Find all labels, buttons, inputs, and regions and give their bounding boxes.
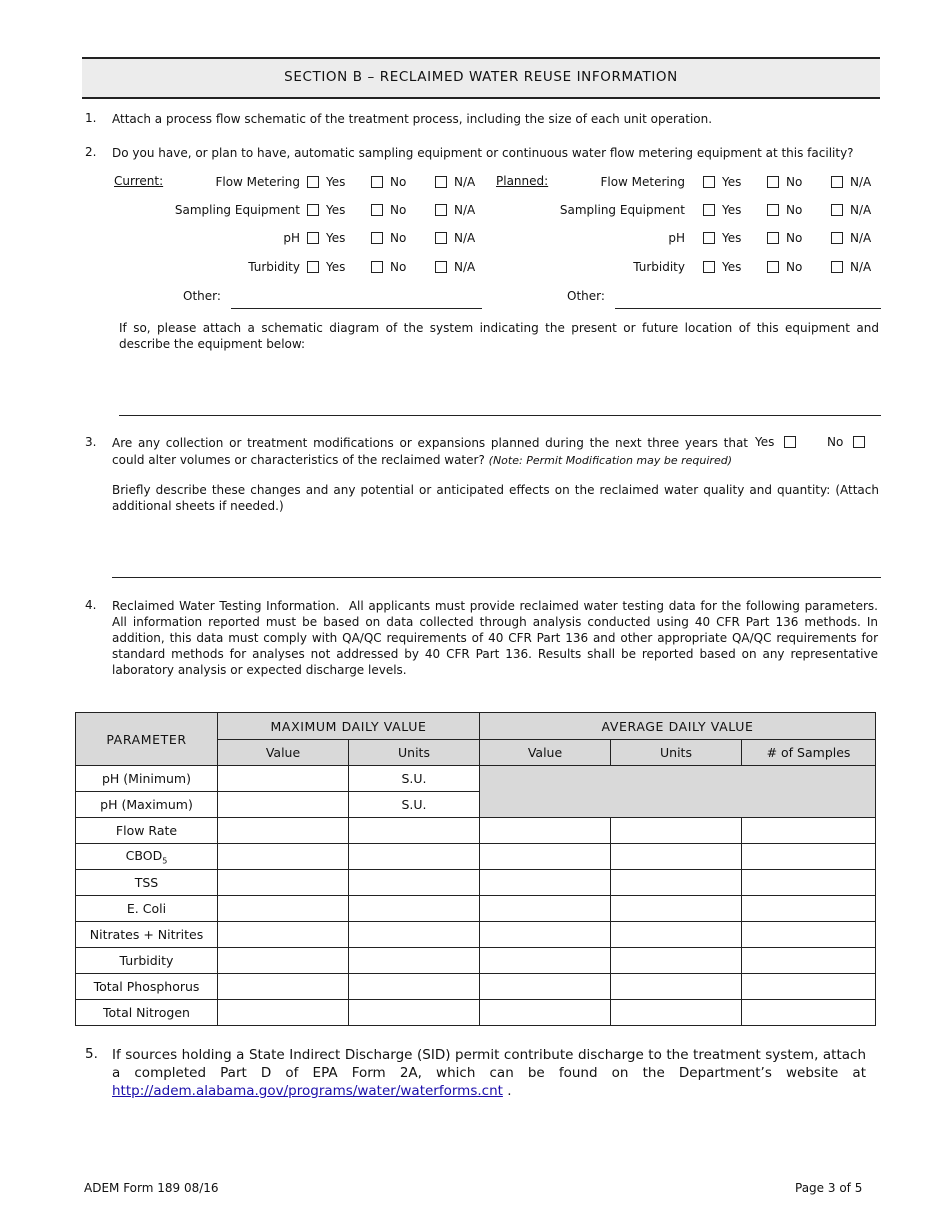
input-cell[interactable] <box>218 922 349 948</box>
checkbox-label: Yes <box>326 231 346 245</box>
checkbox-label: Yes <box>722 203 742 217</box>
checkbox[interactable] <box>371 204 383 216</box>
q5-number: 5. <box>85 1046 98 1062</box>
checkbox-label: N/A <box>454 231 476 245</box>
q3-yes-option[interactable] <box>755 435 796 449</box>
current-flow-metering-label: Flow Metering <box>215 175 300 189</box>
input-cell[interactable] <box>349 922 480 948</box>
param-tss: TSS <box>76 870 218 896</box>
checkbox-label: Yes <box>722 231 742 245</box>
input-cell[interactable] <box>611 922 742 948</box>
checkbox[interactable] <box>831 204 843 216</box>
current-ph-na-option[interactable] <box>435 231 475 245</box>
input-cell[interactable] <box>742 922 876 948</box>
checkbox[interactable] <box>831 232 843 244</box>
q3-note: (Note: Permit Modification may be required) <box>488 454 732 467</box>
q4-paragraph <box>112 598 878 678</box>
current-other-field[interactable] <box>231 308 482 309</box>
checkbox-label: N/A <box>454 260 476 274</box>
q3-yes-checkbox[interactable] <box>784 436 796 448</box>
input-cell[interactable] <box>480 974 611 1000</box>
checkbox[interactable] <box>435 176 447 188</box>
input-cell[interactable] <box>349 974 480 1000</box>
input-cell[interactable] <box>742 948 876 974</box>
param-nitrates-nitrites: Nitrates + Nitrites <box>76 922 218 948</box>
input-cell[interactable] <box>742 974 876 1000</box>
q1-number: 1. <box>85 111 97 125</box>
table-row <box>76 922 876 948</box>
max-value-header: Value <box>218 740 349 766</box>
planned-sampling-equipment-no-option[interactable] <box>767 203 802 217</box>
checkbox[interactable] <box>307 204 319 216</box>
checkbox-label: N/A <box>454 175 476 189</box>
q2-followup: If so, please attach a schematic diagram of the system indicating the present or future location of this equipment and describe the equipment below: <box>119 321 879 351</box>
q2-description-field[interactable] <box>119 415 881 416</box>
q3-no-checkbox[interactable] <box>853 436 865 448</box>
input-cell[interactable] <box>611 948 742 974</box>
max-units-header: Units <box>349 740 480 766</box>
input-cell[interactable] <box>742 844 876 870</box>
units-su: S.U. <box>349 766 480 792</box>
forms-link[interactable]: http://adem.alabama.gov/programs/water/waterforms.cnt <box>112 1083 503 1099</box>
input-cell[interactable] <box>742 896 876 922</box>
checkbox-label: No <box>786 231 803 245</box>
checkbox-label: No <box>786 203 803 217</box>
q5-text: If sources holding a State Indirect Discharge (SID) permit contribute discharge to the treatment system, attach a completed Part D of EPA Form 2A, which can be found on the Department’s website at <box>112 1047 866 1081</box>
planned-sampling-equipment-yes-option[interactable] <box>703 203 741 217</box>
cbod-subscript: 5 <box>162 856 168 866</box>
input-cell[interactable] <box>480 922 611 948</box>
q3-line2-text: could alter volumes or characteristics of the reclaimed water? <box>112 453 485 467</box>
input-cell[interactable] <box>218 870 349 896</box>
form-number: ADEM Form 189 08/16 <box>84 1181 219 1195</box>
input-cell[interactable] <box>480 948 611 974</box>
input-cell[interactable] <box>480 1000 611 1026</box>
current-sampling-equipment-no-option[interactable] <box>371 203 406 217</box>
input-cell[interactable] <box>480 870 611 896</box>
checkbox[interactable] <box>435 232 447 244</box>
q3-no-option[interactable] <box>827 435 865 449</box>
checkbox[interactable] <box>831 261 843 273</box>
param-total-nitrogen: Total Nitrogen <box>76 1000 218 1026</box>
param-total-phosphorus: Total Phosphorus <box>76 974 218 1000</box>
max-daily-header: MAXIMUM DAILY VALUE <box>218 713 480 740</box>
table-row <box>76 766 876 792</box>
current-sampling-equipment-label: Sampling Equipment <box>174 203 300 217</box>
q2-number: 2. <box>85 145 97 159</box>
input-cell[interactable] <box>218 818 349 844</box>
checkbox[interactable] <box>307 261 319 273</box>
input-cell[interactable] <box>611 974 742 1000</box>
q4-lead: Reclaimed Water Testing Information. <box>112 599 340 613</box>
checkbox[interactable] <box>767 176 779 188</box>
input-cell[interactable] <box>611 818 742 844</box>
input-cell[interactable] <box>349 844 480 870</box>
units-su: S.U. <box>349 792 480 818</box>
input-cell[interactable] <box>742 870 876 896</box>
q4-text: All applicants must provide reclaimed water testing data for the following parameters. All information reported must be based on data collected through analysis conducted using 40 CFR Part 136 methods. In addition, this data must comply with QA/QC requirements of 40 CFR Part 136 and other appropriate QA/QC requirements for standard methods for analyses not addressed by 40 CFR Part 136. Results shall be reported based on any representative laboratory analysis or expected discharge levels. <box>112 599 878 677</box>
planned-ph-no-option[interactable] <box>767 231 802 245</box>
input-cell[interactable] <box>218 1000 349 1026</box>
input-cell[interactable] <box>349 948 480 974</box>
q3-describe: Briefly describe these changes and any potential or anticipated effects on the reclaimed water quality and quantity: (Attach additional sheets if needed.) <box>112 483 879 513</box>
checkbox-label: No <box>786 175 803 189</box>
current-label: Current: <box>114 174 164 188</box>
planned-turbidity-yes-option[interactable] <box>703 260 741 274</box>
planned-sampling-equipment-label: Sampling Equipment <box>559 203 685 217</box>
current-flow-metering-na-option[interactable] <box>435 175 475 189</box>
input-cell[interactable] <box>611 844 742 870</box>
checkbox[interactable] <box>831 176 843 188</box>
param-e-coli: E. Coli <box>76 896 218 922</box>
input-cell[interactable] <box>218 948 349 974</box>
planned-ph-yes-option[interactable] <box>703 231 741 245</box>
table-row <box>76 844 876 870</box>
input-cell[interactable] <box>742 818 876 844</box>
input-cell[interactable] <box>611 896 742 922</box>
checkbox-label: No <box>390 175 407 189</box>
input-cell[interactable] <box>218 792 349 818</box>
checkbox[interactable] <box>767 261 779 273</box>
table-row <box>76 948 876 974</box>
checkbox-label: N/A <box>850 203 872 217</box>
checkbox[interactable] <box>371 232 383 244</box>
checkbox[interactable] <box>767 232 779 244</box>
checkbox-label: Yes <box>326 175 346 189</box>
input-cell[interactable] <box>218 844 349 870</box>
checkbox-label: N/A <box>850 231 872 245</box>
checkbox-label: Yes <box>722 175 742 189</box>
planned-label: Planned: <box>496 174 549 188</box>
current-turbidity-na-option[interactable] <box>435 260 475 274</box>
current-flow-metering-yes-option[interactable] <box>307 175 345 189</box>
checkbox[interactable] <box>307 232 319 244</box>
current-other-label: Other: <box>183 289 221 303</box>
checkbox-label: No <box>390 231 407 245</box>
checkbox-label: No <box>390 260 407 274</box>
avg-daily-header: AVERAGE DAILY VALUE <box>480 713 876 740</box>
section-title: SECTION B – RECLAIMED WATER REUSE INFORMATION <box>82 57 880 99</box>
testing-parameters-table <box>75 712 876 1026</box>
planned-turbidity-no-option[interactable] <box>767 260 802 274</box>
planned-sampling-equipment-na-option[interactable] <box>831 203 871 217</box>
q3-line2 <box>112 452 812 469</box>
avg-units-header: Units <box>611 740 742 766</box>
q3-number: 3. <box>85 435 97 449</box>
param-ph-max: pH (Maximum) <box>76 792 218 818</box>
current-turbidity-no-option[interactable] <box>371 260 406 274</box>
current-ph-no-option[interactable] <box>371 231 406 245</box>
planned-other-label: Other: <box>567 289 605 303</box>
param-flow-rate: Flow Rate <box>76 818 218 844</box>
checkbox[interactable] <box>703 232 715 244</box>
current-turbidity-label: Turbidity <box>248 260 300 274</box>
current-sampling-equipment-yes-option[interactable] <box>307 203 345 217</box>
current-ph-label: pH <box>283 231 300 245</box>
table-row <box>76 1000 876 1026</box>
input-cell[interactable] <box>218 766 349 792</box>
planned-other-field[interactable] <box>615 308 881 309</box>
checkbox-label: N/A <box>850 175 872 189</box>
checkbox[interactable] <box>435 261 447 273</box>
q3-yes-label: Yes <box>755 435 775 449</box>
planned-flow-metering-na-option[interactable] <box>831 175 871 189</box>
checkbox-label: No <box>390 203 407 217</box>
checkbox-label: Yes <box>326 203 346 217</box>
current-turbidity-yes-option[interactable] <box>307 260 345 274</box>
checkbox[interactable] <box>435 204 447 216</box>
param-ph-min: pH (Minimum) <box>76 766 218 792</box>
input-cell[interactable] <box>218 896 349 922</box>
checkbox-label: Yes <box>326 260 346 274</box>
q4-number: 4. <box>85 598 97 612</box>
checkbox-label: Yes <box>722 260 742 274</box>
planned-flow-metering-yes-option[interactable] <box>703 175 741 189</box>
input-cell[interactable] <box>349 896 480 922</box>
q3-description-field[interactable] <box>112 577 881 578</box>
checkbox-label: N/A <box>454 203 476 217</box>
current-sampling-equipment-na-option[interactable] <box>435 203 475 217</box>
input-cell[interactable] <box>349 870 480 896</box>
input-cell[interactable] <box>218 974 349 1000</box>
input-cell[interactable] <box>742 1000 876 1026</box>
checkbox[interactable] <box>703 261 715 273</box>
table-row <box>76 818 876 844</box>
q2-text: Do you have, or plan to have, automatic sampling equipment or continuous water flow metering equipment at this facility? <box>112 146 854 160</box>
q3-no-label: No <box>827 435 844 449</box>
table-row <box>76 896 876 922</box>
planned-ph-na-option[interactable] <box>831 231 871 245</box>
input-cell[interactable] <box>480 844 611 870</box>
q3-line1: Are any collection or treatment modifications or expansions planned during the next three years that <box>112 436 748 450</box>
q5-paragraph <box>112 1046 866 1100</box>
input-cell[interactable] <box>349 818 480 844</box>
current-flow-metering-no-option[interactable] <box>371 175 406 189</box>
input-cell[interactable] <box>480 818 611 844</box>
page-number: Page 3 of 5 <box>795 1181 863 1195</box>
input-cell[interactable] <box>611 1000 742 1026</box>
checkbox[interactable] <box>703 176 715 188</box>
planned-flow-metering-label: Flow Metering <box>600 175 685 189</box>
planned-ph-label: pH <box>668 231 685 245</box>
shaded-na-cell <box>480 766 876 818</box>
checkbox[interactable] <box>371 176 383 188</box>
q5-end: . <box>507 1083 512 1099</box>
checkbox-label: No <box>786 260 803 274</box>
avg-value-header: Value <box>480 740 611 766</box>
param-cbod: $CBOD_5$ <box>76 844 218 870</box>
checkbox[interactable] <box>371 261 383 273</box>
planned-flow-metering-no-option[interactable] <box>767 175 802 189</box>
checkbox-label: N/A <box>850 260 872 274</box>
checkbox[interactable] <box>307 176 319 188</box>
avg-samples-header: # of Samples <box>742 740 876 766</box>
input-cell[interactable] <box>349 1000 480 1026</box>
planned-turbidity-na-option[interactable] <box>831 260 871 274</box>
current-ph-yes-option[interactable] <box>307 231 345 245</box>
checkbox[interactable] <box>767 204 779 216</box>
table-row <box>76 870 876 896</box>
checkbox[interactable] <box>703 204 715 216</box>
table-row <box>76 974 876 1000</box>
parameter-header: PARAMETER <box>76 713 218 766</box>
input-cell[interactable] <box>480 896 611 922</box>
q1-text: Attach a process flow schematic of the treatment process, including the size of each unit operation. <box>112 112 713 126</box>
input-cell[interactable] <box>611 870 742 896</box>
planned-turbidity-label: Turbidity <box>633 260 685 274</box>
param-turbidity: Turbidity <box>76 948 218 974</box>
